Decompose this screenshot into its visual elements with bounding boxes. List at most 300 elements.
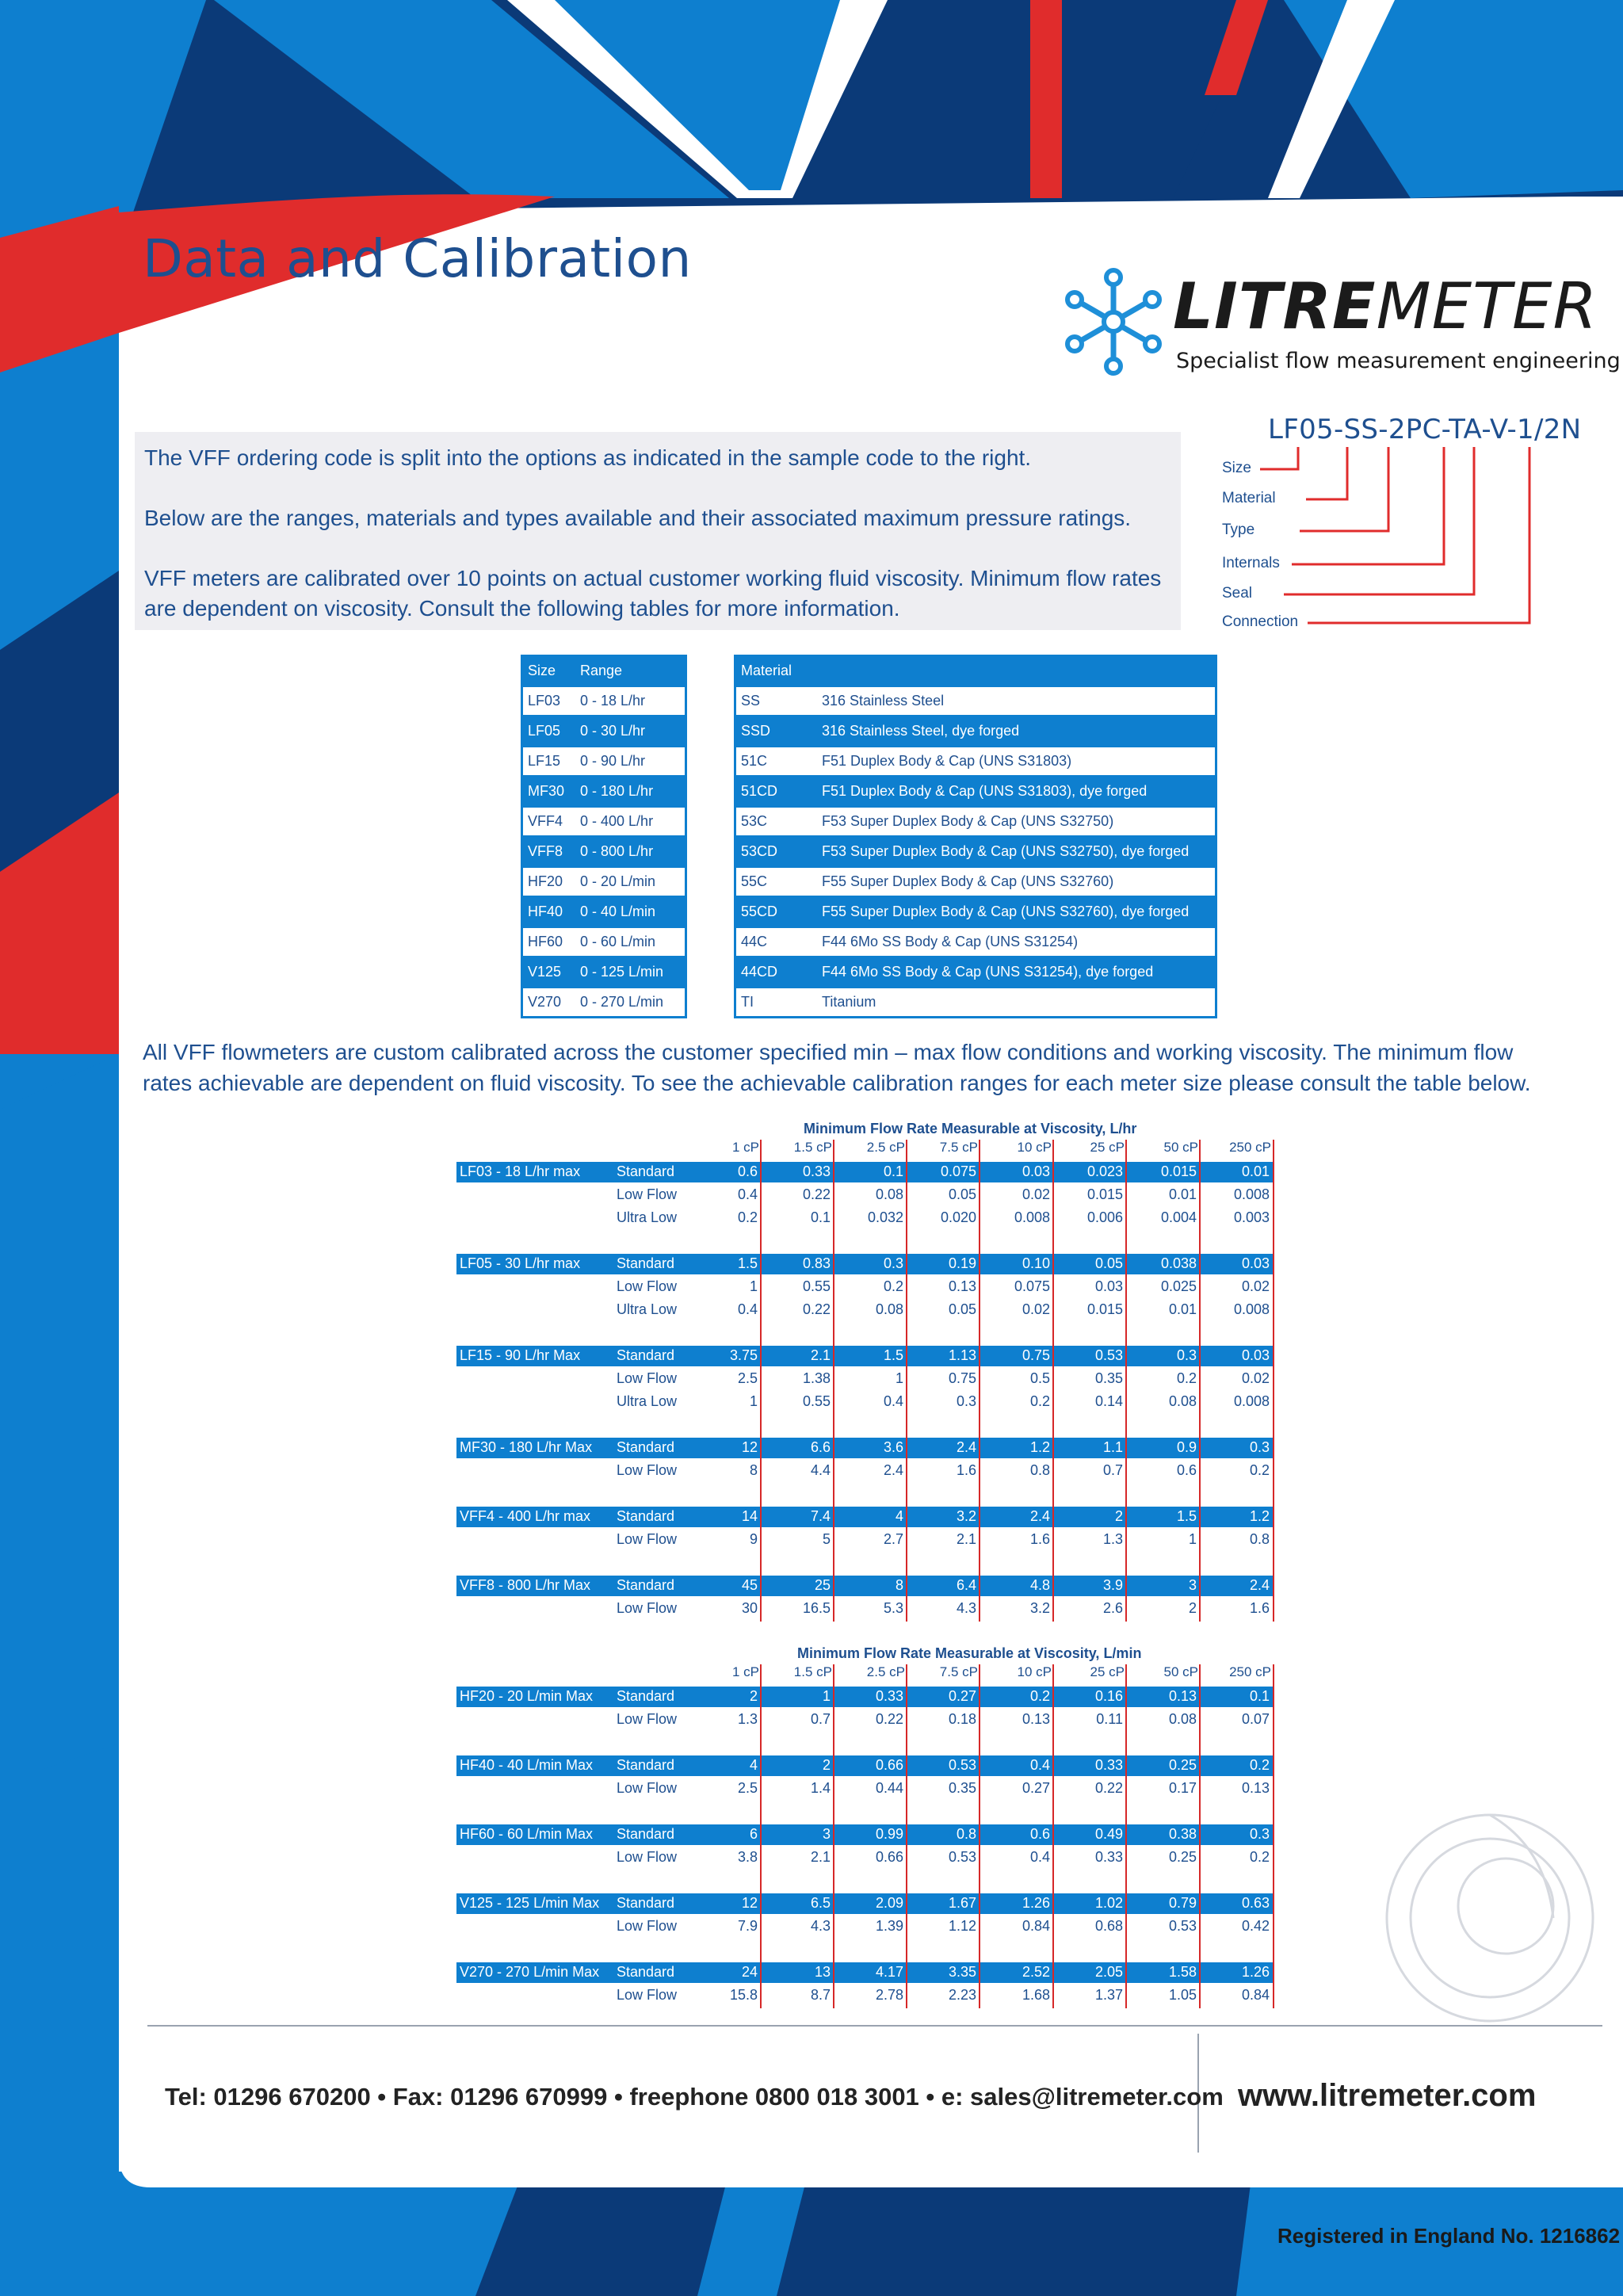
viscosity-header: 25 cP [1090,1664,1125,1679]
flow-value-cell: 0.08 [875,1301,903,1317]
material-table-cell: SS [735,686,818,716]
flow-value-cell: 9 [749,1531,758,1547]
flow-value-cell: 0.35 [1094,1370,1123,1386]
flow-type-label: Low Flow [617,1462,678,1478]
size-table-cell: 0 - 60 L/min [575,927,686,957]
flow-value-cell: 0.27 [1022,1780,1050,1796]
flow-value-cell: 0.27 [948,1688,976,1704]
website-link[interactable]: www.litremeter.com [1238,2078,1537,2113]
viscosity-header: 1 cP [731,1140,759,1155]
material-table-header-row [735,656,1216,686]
flow-value-cell: 13 [814,1964,831,1980]
flow-value-cell: 2.23 [948,1987,976,2003]
viscosity-header: 1 cP [731,1664,759,1679]
flow-value-cell: 0.84 [1022,1918,1050,1934]
flow-table-row [456,1369,1273,1389]
material-table-row [735,927,1216,957]
flow-value-cell: 25 [814,1577,831,1593]
flow-value-cell: 0.006 [1086,1209,1123,1225]
flow-value-cell: 0.1 [810,1209,831,1225]
viscosity-header: 1.5 cP [793,1140,832,1155]
flow-value-cell: 1.3 [737,1711,758,1727]
flow-value-cell: 2 [749,1688,758,1704]
code-label-internals: Internals [1222,555,1280,571]
flow-value-cell: 0.07 [1241,1711,1270,1727]
flow-value-cell: 1.4 [810,1780,831,1796]
flow-value-cell: 0.2 [737,1209,758,1225]
size-table-row [522,807,686,837]
material-table-cell: F51 Duplex Body & Cap (UNS S31803) [817,747,1216,777]
flow-value-cell: 0.2 [883,1278,903,1294]
flow-value-cell: 3 [1188,1577,1197,1593]
flow-value-cell: 0.53 [1094,1347,1123,1363]
column-rule [1199,1664,1201,2008]
material-table [734,655,1217,1018]
flow-value-cell: 0.66 [875,1757,903,1773]
flow-value-cell: 1 [749,1393,758,1409]
flow-type-label: Standard [617,1895,675,1911]
column-rule [906,1140,907,1622]
flow-value-cell: 1.68 [1022,1987,1050,2003]
flow-value-cell: 1.38 [802,1370,831,1386]
material-table-cell: 51C [735,747,818,777]
column-rule [1052,1664,1054,2008]
flow-value-cell: 0.75 [948,1370,976,1386]
flow-value-cell: 0.02 [1022,1186,1050,1202]
flow-table-row [456,1208,1273,1228]
flow-value-cell: 0.44 [875,1780,903,1796]
flow-type-label: Standard [617,1577,675,1593]
flow-type-label: Low Flow [617,1918,678,1934]
flow-value-cell: 0.35 [948,1780,976,1796]
flow-type-label: Low Flow [617,1370,678,1386]
meter-size-label: VFF8 - 800 L/hr Max [460,1577,591,1593]
flow-value-cell: 0.53 [948,1849,976,1865]
viscosity-header: 25 cP [1090,1140,1125,1155]
flow-value-cell: 0.032 [867,1209,903,1225]
flow-value-cell: 8.7 [810,1987,831,2003]
flow-value-cell: 2.1 [810,1347,831,1363]
flow-value-cell: 0.8 [956,1826,976,1842]
flow-table-row [456,1346,1273,1366]
viscosity-header: 50 cP [1163,1140,1198,1155]
flow-value-cell: 0.01 [1168,1186,1197,1202]
flow-value-cell: 1 [822,1688,831,1704]
flow-value-cell: 4.17 [875,1964,903,1980]
logo-word-light: METER [1376,269,1598,343]
flow-value-cell: 0.5 [1029,1370,1050,1386]
flow-type-label: Low Flow [617,1278,678,1294]
meter-size-label: HF40 - 40 L/min Max [460,1757,594,1773]
flow-type-label: Low Flow [617,1849,678,1865]
material-table-row [735,897,1216,927]
flow-value-cell: 1.37 [1094,1987,1123,2003]
size-table-cell: LF05 [522,716,576,747]
material-table-cell: SSD [735,716,818,747]
flow-value-cell: 0.4 [883,1393,903,1409]
size-table-cell: 0 - 40 L/min [575,897,686,927]
flow-value-cell: 1.3 [1102,1531,1123,1547]
flow-value-cell: 0.9 [1176,1439,1197,1455]
intro-box [135,432,1181,630]
size-table-row [522,747,686,777]
flow-value-cell: 4.3 [956,1600,976,1616]
flow-value-cell: 0.22 [802,1301,831,1317]
flow-value-cell: 0.84 [1241,1987,1270,2003]
flow-type-label: Standard [617,1688,675,1704]
flow-type-label: Ultra Low [617,1209,678,1225]
column-rule [760,1140,762,1622]
material-table-cell: 53CD [735,837,818,867]
column-rule [906,1664,907,2008]
flow-type-label: Standard [617,1508,675,1524]
flow-value-cell: 8 [895,1577,903,1593]
flow-value-cell: 2.7 [883,1531,903,1547]
flow-value-cell: 16.5 [802,1600,831,1616]
flow-value-cell: 4.8 [1029,1577,1050,1593]
size-range-table [521,655,687,1018]
flow-value-cell: 0.4 [737,1301,758,1317]
flow-value-cell: 0.14 [1094,1393,1123,1409]
flow-value-cell: 0.03 [1094,1278,1123,1294]
flow-value-cell: 2.5 [737,1370,758,1386]
flow-value-cell: 0.015 [1160,1163,1197,1179]
flow-value-cell: 0.025 [1160,1278,1197,1294]
flow-value-cell: 0.03 [1022,1163,1050,1179]
flow-value-cell: 0.05 [1094,1255,1123,1271]
column-rule [1273,1140,1274,1622]
material-table-cell: F53 Super Duplex Body & Cap (UNS S32750) [817,807,1216,837]
material-table-row [735,957,1216,988]
material-table-cell: F53 Super Duplex Body & Cap (UNS S32750), dye forged [817,837,1216,867]
material-table-row [735,867,1216,897]
flow-value-cell: 0.7 [1102,1462,1123,1478]
flow-value-cell: 2.1 [810,1849,831,1865]
flow-type-label: Low Flow [617,1780,678,1796]
flow-value-cell: 0.020 [940,1209,976,1225]
flow-value-cell: 0.13 [1022,1711,1050,1727]
flow-value-cell: 2.52 [1022,1964,1050,1980]
flow-value-cell: 0.83 [802,1255,831,1271]
flow-value-cell: 0.25 [1168,1757,1197,1773]
flow-value-cell: 0.2 [1029,1688,1050,1704]
flow-value-cell: 8 [749,1462,758,1478]
flow-table-row [456,1162,1273,1182]
flow-value-cell: 0.38 [1168,1826,1197,1842]
material-table-cell: 55CD [735,897,818,927]
column-rule [1125,1664,1127,2008]
flow-value-cell: 3.2 [1029,1600,1050,1616]
flow-table-row [456,1530,1273,1550]
viscosity-header: 10 cP [1017,1664,1052,1679]
material-table-cell: F51 Duplex Body & Cap (UNS S31803), dye forged [817,777,1216,807]
flow-table-title: Minimum Flow Rate Measurable at Viscosity, L/min [797,1645,1142,1661]
flow-value-cell: 0.22 [1094,1780,1123,1796]
size-table-row [522,777,686,807]
flow-table-row [456,1687,1273,1707]
logo-word-bold: LITRE [1173,269,1377,343]
size-table-cell: 0 - 400 L/hr [575,807,686,837]
material-table-cell: 44C [735,927,818,957]
material-table-row [735,807,1216,837]
material-table-cell: 316 Stainless Steel [817,686,1216,716]
flow-value-cell: 0.22 [802,1186,831,1202]
registration-number: Registered in England No. 1216862 [1277,2224,1621,2248]
size-table-cell: 0 - 18 L/hr [575,686,686,716]
flow-value-cell: 0.02 [1241,1370,1270,1386]
intro-paragraph: VFF meters are calibrated over 10 points on actual customer working fluid viscosity. Minimum flow rates are dependent on viscosity. Consult the following tables for more information. [144,566,1162,621]
viscosity-header: 250 cP [1229,1664,1271,1679]
flow-value-cell: 4.4 [810,1462,831,1478]
flow-value-cell: 0.13 [948,1278,976,1294]
flow-value-cell: 2.05 [1094,1964,1123,1980]
flow-value-cell: 2.4 [1029,1508,1050,1524]
flow-value-cell: 1.58 [1168,1964,1197,1980]
flow-type-label: Standard [617,1347,675,1363]
flow-table-title: Minimum Flow Rate Measurable at Viscosity, L/hr [804,1121,1137,1137]
material-table-cell: F55 Super Duplex Body & Cap (UNS S32760), dye forged [817,897,1216,927]
flow-value-cell: 2.09 [875,1895,903,1911]
size-table-row [522,957,686,988]
flow-value-cell: 1.67 [948,1895,976,1911]
column-rule [833,1140,834,1622]
flow-value-cell: 0.75 [1022,1347,1050,1363]
flow-value-cell: 0.17 [1168,1780,1197,1796]
column-rule [833,1664,834,2008]
flow-value-cell: 1.26 [1022,1895,1050,1911]
code-label-type: Type [1222,521,1255,538]
flow-value-cell: 2.4 [883,1462,903,1478]
size-table-cell: V270 [522,988,576,1018]
flow-value-cell: 15.8 [729,1987,758,2003]
flow-value-cell: 1.39 [875,1918,903,1934]
flow-value-cell: 0.19 [948,1255,976,1271]
flow-value-cell: 0.01 [1168,1301,1197,1317]
flow-value-cell: 0.2 [1029,1393,1050,1409]
size-table-header-cell: Range [575,656,686,686]
size-table-cell: LF15 [522,747,576,777]
flow-value-cell: 2.6 [1102,1600,1123,1616]
flow-value-cell: 12 [741,1439,758,1455]
column-rule [979,1140,980,1622]
flow-value-cell: 0.42 [1241,1918,1270,1934]
flow-value-cell: 5 [822,1531,831,1547]
flow-table-row [456,1277,1273,1297]
flow-value-cell: 0.02 [1241,1278,1270,1294]
flow-value-cell: 0.008 [1014,1209,1050,1225]
flow-value-cell: 0.33 [802,1163,831,1179]
flow-value-cell: 0.008 [1233,1186,1270,1202]
flow-value-cell: 0.11 [1096,1711,1123,1727]
material-table-header-cell: Material [735,656,818,686]
flow-value-cell: 2 [822,1757,831,1773]
flow-type-label: Low Flow [617,1600,678,1616]
size-table-row [522,837,686,867]
flow-value-cell: 0.3 [1176,1347,1197,1363]
sample-order-code: LF05-SS-2PC-TA-V-1/2N [1268,414,1582,445]
flow-value-cell: 0.2 [1249,1757,1270,1773]
flow-value-cell: 0.05 [948,1186,976,1202]
column-rule [1125,1140,1127,1622]
flow-value-cell: 0.33 [1094,1849,1123,1865]
flow-value-cell: 1 [1188,1531,1197,1547]
size-table-row [522,867,686,897]
flow-value-cell: 0.4 [1029,1849,1050,1865]
intro-paragraph: The VFF ordering code is split into the options as indicated in the sample code to the right. [144,445,1032,470]
code-label-seal: Seal [1222,585,1253,602]
flow-value-cell: 0.6 [1176,1462,1197,1478]
size-table-cell: 0 - 270 L/min [575,988,686,1018]
flow-value-cell: 1.5 [737,1255,758,1271]
flow-value-cell: 1.5 [883,1347,903,1363]
flow-value-cell: 0.18 [948,1711,976,1727]
flow-value-cell: 0.008 [1233,1301,1270,1317]
size-table-cell: HF40 [522,897,576,927]
flow-value-cell: 3.2 [956,1508,976,1524]
material-table-row [735,747,1216,777]
flow-value-cell: 0.4 [1029,1757,1050,1773]
flow-table-row [456,1710,1273,1730]
flow-value-cell: 0.1 [1249,1688,1270,1704]
flow-type-label: Standard [617,1439,675,1455]
flow-type-label: Standard [617,1964,675,1980]
flow-value-cell: 0.53 [1168,1918,1197,1934]
size-table-cell: VFF8 [522,837,576,867]
flow-value-cell: 0.33 [875,1688,903,1704]
flow-value-cell: 1.6 [956,1462,976,1478]
meter-size-label: LF05 - 30 L/hr max [460,1255,581,1271]
intro-paragraph: Below are the ranges, materials and types available and their associated maximum pressure ratings. [144,506,1132,530]
flow-value-cell: 0.6 [1029,1826,1050,1842]
material-table-cell: 44CD [735,957,818,988]
viscosity-header: 250 cP [1229,1140,1271,1155]
flow-value-cell: 2 [1114,1508,1123,1524]
viscosity-header: 50 cP [1163,1664,1198,1679]
meter-size-label: V125 - 125 L/min Max [460,1895,600,1911]
size-table-row [522,988,686,1018]
flow-value-cell: 0.55 [802,1393,831,1409]
flow-value-cell: 0.4 [737,1186,758,1202]
flow-value-cell: 1.2 [1029,1439,1050,1455]
viscosity-header: 2.5 cP [866,1140,905,1155]
flow-value-cell: 2.5 [737,1780,758,1796]
material-table-cell: 53C [735,807,818,837]
footer-divider [147,2025,1602,2027]
material-table-row [735,837,1216,867]
flow-value-cell: 4.3 [810,1918,831,1934]
flow-value-cell: 4 [895,1508,903,1524]
code-label-connection: Connection [1222,613,1299,630]
flow-value-cell: 7.4 [810,1508,831,1524]
snowflake-network-icon [1062,266,1165,377]
material-table-cell: F44 6Mo SS Body & Cap (UNS S31254), dye forged [817,957,1216,988]
material-table-row [735,716,1216,747]
flow-value-cell: 0.03 [1241,1347,1270,1363]
flow-value-cell: 0.008 [1233,1393,1270,1409]
flow-value-cell: 0.015 [1086,1301,1123,1317]
flow-type-label: Standard [617,1826,675,1842]
flow-table-row [456,1893,1273,1914]
flow-value-cell: 6.4 [956,1577,976,1593]
flow-table-row [456,1847,1273,1868]
flow-value-cell: 0.08 [1168,1711,1197,1727]
flow-value-cell: 1 [749,1278,758,1294]
flow-value-cell: 2.78 [875,1987,903,2003]
flow-value-cell: 1.02 [1094,1895,1123,1911]
flow-value-cell: 0.08 [1168,1393,1197,1409]
size-table-cell: VFF4 [522,807,576,837]
size-table-cell: 0 - 180 L/hr [575,777,686,807]
material-table-cell: F44 6Mo SS Body & Cap (UNS S31254) [817,927,1216,957]
size-table-cell: 0 - 125 L/min [575,957,686,988]
flow-value-cell: 0.68 [1094,1918,1123,1934]
size-table-row [522,686,686,716]
size-table-cell: HF60 [522,927,576,957]
viscosity-header: 7.5 cP [939,1140,978,1155]
flow-value-cell: 0.8 [1029,1462,1050,1478]
flow-value-cell: 0.53 [948,1757,976,1773]
flow-value-cell: 3.9 [1102,1577,1123,1593]
flow-value-cell: 0.003 [1233,1209,1270,1225]
meter-size-label: VFF4 - 400 L/hr max [460,1508,591,1524]
flow-value-cell: 0.05 [948,1301,976,1317]
flow-table-row [456,1254,1273,1274]
flow-value-cell: 0.2 [1249,1849,1270,1865]
column-rule [760,1664,762,2008]
flow-value-cell: 0.63 [1241,1895,1270,1911]
meter-size-label: LF15 - 90 L/hr Max [460,1347,581,1363]
flow-type-label: Standard [617,1163,675,1179]
flow-value-cell: 0.79 [1168,1895,1197,1911]
flow-type-label: Standard [617,1757,675,1773]
flow-value-cell: 0.1 [883,1163,903,1179]
flow-value-cell: 6.5 [810,1895,831,1911]
material-table-row [735,777,1216,807]
flow-value-cell: 0.8 [1249,1531,1270,1547]
code-connector-lines [1212,409,1585,639]
viscosity-header: 10 cP [1017,1140,1052,1155]
flow-type-label: Low Flow [617,1186,678,1202]
flow-value-cell: 0.004 [1160,1209,1197,1225]
viscosity-header: 1.5 cP [793,1664,832,1679]
flow-value-cell: 3.35 [948,1964,976,1980]
meter-size-label: HF60 - 60 L/min Max [460,1826,594,1842]
flow-value-cell: 1 [895,1370,903,1386]
material-table-cell: TI [735,988,818,1018]
flow-value-cell: 0.13 [1168,1688,1197,1704]
flow-type-label: Ultra Low [617,1393,678,1409]
flow-value-cell: 0.03 [1241,1255,1270,1271]
viscosity-header: 2.5 cP [866,1664,905,1679]
calibration-paragraph: All VFF flowmeters are custom calibrated across the customer specified min – max flow conditions and working viscosity. The minimum flow rates achievable are dependent on fluid viscosity. To see the achievable calibration ranges for each meter size please consult the table below. [143,1040,1531,1095]
size-table-row [522,897,686,927]
flow-value-cell: 2 [1188,1600,1197,1616]
flow-value-cell: 0.99 [875,1826,903,1842]
column-rule [1052,1140,1054,1622]
flow-table-row [456,1916,1273,1937]
flow-type-label: Low Flow [617,1987,678,2003]
flow-table-row [456,1576,1273,1596]
flow-value-cell: 0.3 [956,1393,976,1409]
flow-table-row [456,1824,1273,1845]
flow-value-cell: 1.05 [1168,1987,1197,2003]
material-table-header-cell [817,656,1216,686]
code-label-size: Size [1222,460,1251,476]
flow-value-cell: 0.038 [1160,1255,1197,1271]
flow-value-cell: 0.49 [1094,1826,1123,1842]
flow-table-row [456,1185,1273,1205]
flow-value-cell: 1.5 [1176,1508,1197,1524]
